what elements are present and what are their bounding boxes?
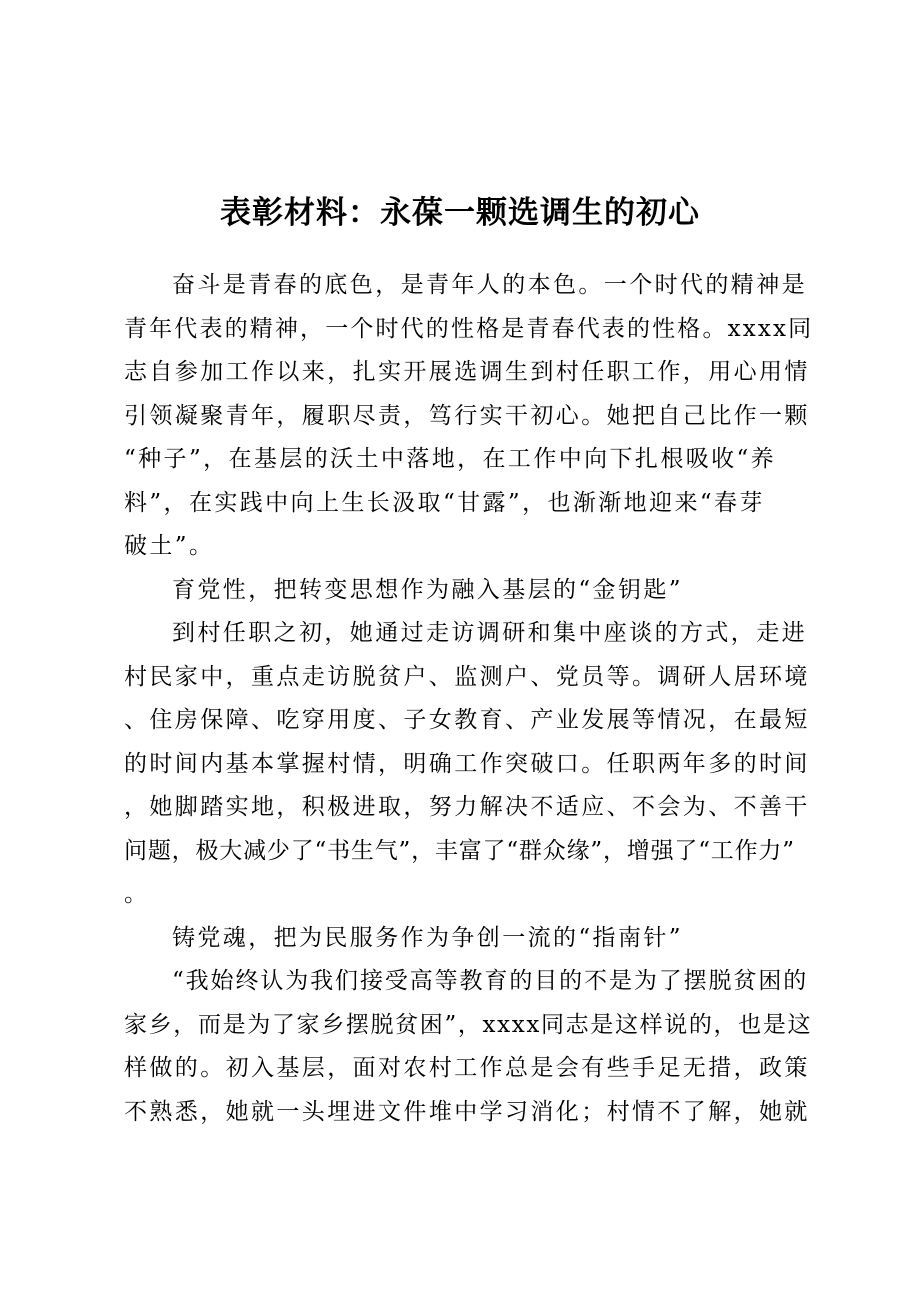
paragraph-line: 料”，在实践中向上生长汲取“甘露”，也渐渐地迎来“春芽 [124,489,765,516]
paragraph-line: 家乡，而是为了家乡摆脱贫困”，xxxx同志是这样说的，也是这 [124,1011,813,1038]
paragraph-line: “我始终认为我们接受高等教育的目的不是为了摆脱贫困的 [172,968,809,994]
paragraph-line: 村民家中，重点走访脱贫户、监测户、党员等。调研人居环境 [124,663,810,690]
paragraph-line: 、住房保障、吃穿用度、子女教育、产业发展等情况，在最短 [124,707,810,733]
paragraph-line: 问题，极大减少了“书生气”，丰富了“群众缘”，增强了“工作力” [124,837,794,864]
paragraph-line: 奋斗是青春的底色，是青年人的本色。一个时代的精神是 [172,272,807,298]
paragraph-line: 志自参加工作以来，扎实开展选调生到村任职工作，用心用情 [124,359,810,385]
paragraph-line: “种子”，在基层的沃土中落地，在工作中向下扎根吸收“养 [124,446,777,472]
paragraph-line: 青年代表的精神，一个时代的性格是青春代表的性格。xxxx同 [124,315,814,342]
paragraph-line: 到村任职之初，她通过走访调研和集中座谈的方式，走进 [172,620,807,646]
section-heading: 育党性，把转变思想作为融入基层的“金钥匙” [172,576,683,603]
paragraph-line: 不熟悉，她就一头埋进文件堆中学习消化；村情不了解，她就 [124,1098,810,1125]
paragraph-line: 。 [124,881,150,907]
paragraph-line: 引领凝聚青年，履职尽责，笃行实干初心。她把自己比作一颗 [124,402,810,429]
document-body [124,264,814,1134]
paragraph-line: 样做的。初入基层，面对农村工作总是会有些手足无措，政策 [124,1055,810,1081]
section-heading: 铸党魂，把为民服务作为争创一流的“指南针” [172,924,683,951]
paragraph-line: ，她脚踏实地，积极进取，努力解决不适应、不会为、不善干 [124,794,810,820]
document-title: 表彰材料：永葆一颗选调生的初心 [220,195,700,231]
paragraph-line: 的时间内基本掌握村情，明确工作突破口。任职两年多的时间 [124,750,810,777]
paragraph-line: 破土”。 [124,533,215,559]
